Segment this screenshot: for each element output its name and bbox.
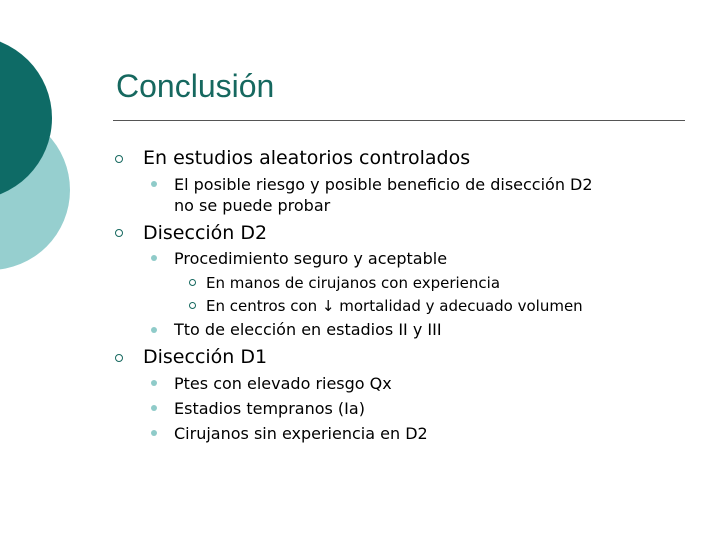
bullet-l3: En manos de cirujanos con experiencia [206,274,501,292]
bullet-l2: Estadios tempranos (Ia) [174,399,365,418]
ring-bullet-icon [115,354,123,362]
bullet-l2-continuation: no se puede probar [174,196,331,215]
dot-bullet-icon [151,255,157,261]
bullet-l2: Tto de elección en estadios II y III [174,320,442,339]
bullet-l2: El posible riesgo y posible beneficio de disección D2 [174,175,593,194]
bullet-l1: En estudios aleatorios controlados [143,147,471,169]
dot-bullet-icon [151,181,157,187]
bullet-l1: Disección D2 [143,222,268,244]
title-divider [113,120,685,121]
ring-bullet-icon [115,155,123,163]
bullet-l2: Ptes con elevado riesgo Qx [174,374,392,393]
dot-bullet-icon [151,327,157,333]
slide-title: Conclusión [116,68,275,104]
dot-bullet-icon [151,430,157,436]
decorative-circles [0,0,110,300]
bullet-l3: En centros con ↓ mortalidad y adecuado volumen [206,297,583,315]
dot-bullet-icon [151,405,157,411]
bullet-l1: Disección D1 [143,346,268,368]
ring-bullet-icon [189,302,196,309]
dot-bullet-icon [151,380,157,386]
bullet-l2: Cirujanos sin experiencia en D2 [174,424,428,443]
ring-bullet-icon [189,279,196,286]
ring-bullet-icon [115,229,123,237]
bullet-l2: Procedimiento seguro y aceptable [174,249,448,268]
